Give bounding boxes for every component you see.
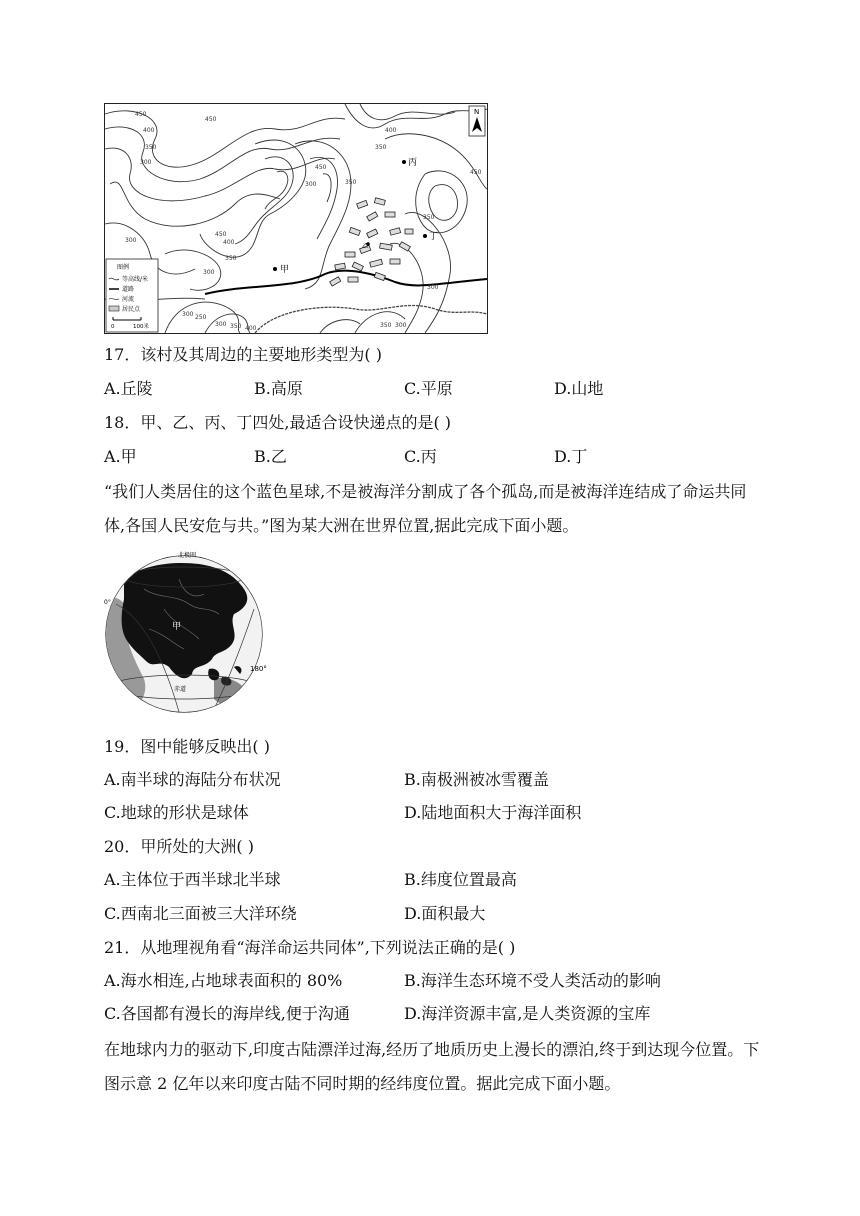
question-17-stem: 17．该村及其周边的主要地形类型为( ) [104, 345, 382, 364]
q20-option-a[interactable]: A.主体位于西半球北半球 [104, 870, 281, 889]
q21-option-d[interactable]: D.海洋资源丰富,是人类资源的宝库 [404, 1004, 651, 1023]
q20-option-c[interactable]: C.西南北三面被三大洋环绕 [104, 904, 297, 923]
globe-svg [104, 549, 267, 719]
contour-label: 300 [305, 181, 317, 188]
contour-label: 350 [375, 144, 387, 151]
legend-item-settlement: 居民点 [122, 306, 141, 313]
globe-label-equator: 赤道 [174, 686, 187, 693]
q20-option-d[interactable]: D.面积最大 [404, 904, 486, 923]
legend-item-river: 河流 [122, 296, 135, 303]
q19-option-d[interactable]: D.陆地面积大于海洋面积 [404, 803, 582, 822]
contour-label: 450 [315, 164, 327, 171]
q21-option-a[interactable]: A.海水相连,占地球表面积的 80% [104, 971, 343, 990]
question-21-stem: 21．从地理视角看“海洋命运共同体”,下列说法正确的是( ) [104, 938, 516, 957]
contour-label: 350 [225, 255, 237, 262]
contour-label: 450 [215, 231, 227, 238]
contour-label: 450 [205, 116, 217, 123]
contour-label: 400 [143, 127, 155, 134]
question-20-stem: 20．甲所处的大洲( ) [104, 837, 254, 856]
legend-settlement-icon [109, 306, 119, 311]
contour-label: 300 [140, 159, 152, 166]
q19-option-c[interactable]: C.地球的形状是球体 [104, 803, 249, 822]
contour-label: 450 [135, 111, 147, 118]
contour-label: 300 [125, 237, 137, 244]
globe-label-180: 180° [250, 665, 267, 673]
q17-option-c[interactable]: C.平原 [404, 379, 453, 398]
contour-label: 350 [380, 322, 392, 329]
q17-option-a[interactable]: A.丘陵 [104, 379, 153, 398]
legend-item-contour: 等高线/米 [122, 276, 149, 283]
q18-option-b[interactable]: B.乙 [254, 447, 287, 466]
place-dot-ding [423, 234, 427, 238]
north-label: N [474, 108, 480, 116]
contour-label: 300 [215, 321, 227, 328]
contour-label: 400 [245, 325, 257, 332]
place-dot-bing [402, 160, 406, 164]
passage-ocean-community: “我们人类居住的这个蓝色星球,不是被海洋分割成了各个孤岛,而是被海洋连结成了命运共同体,各国人民安危与共。”图为某大洲在世界位置,据此完成下面小题。 [104, 482, 747, 535]
passage-india-drift: 在地球内力的驱动下,印度古陆漂洋过海,经历了地质历史上漫长的漂泊,终于到达现今位置。下图示意 2 亿年以来印度古陆不同时期的经纬度位置。据此完成下面小题。 [104, 1040, 760, 1093]
legend-title: 图例 [117, 264, 130, 271]
q17-option-d[interactable]: D.山地 [554, 379, 604, 398]
legend-item-road: 道路 [122, 286, 135, 293]
q21-option-c[interactable]: C.各国都有漫长的海岸线,便于沟通 [104, 1004, 350, 1023]
contour-label: 350 [423, 214, 435, 221]
contour-label: 250 [195, 314, 207, 321]
north-arrow-icon [469, 106, 485, 136]
contour-label: 300 [182, 311, 194, 318]
q20-option-b[interactable]: B.纬度位置最高 [404, 870, 517, 889]
contour-label: 400 [385, 127, 397, 134]
legend-scale-start: 0 [111, 324, 115, 330]
q18-option-a[interactable]: A.甲 [104, 447, 137, 466]
q17-option-b[interactable]: B.高原 [254, 379, 303, 398]
globe-figure [104, 549, 267, 719]
map-legend [106, 259, 158, 332]
globe-label-continent: 甲 [172, 622, 182, 632]
globe-label-arctic: 北极圈 [178, 552, 197, 559]
q21-option-b[interactable]: B.海洋生态环境不受人类活动的影响 [404, 971, 661, 990]
question-18-stem: 18．甲、乙、丙、丁四处,最适合设快递点的是( ) [104, 413, 452, 432]
question-19-stem: 19．图中能够反映出( ) [104, 737, 270, 756]
globe-label-prime-meridian: 0° [104, 599, 111, 606]
contour-label: 350 [230, 323, 242, 330]
q19-option-b[interactable]: B.南极洲被冰雪覆盖 [404, 770, 549, 789]
contour-map [104, 103, 488, 334]
contour-label: 350 [345, 179, 357, 186]
place-label-yi: 乙 [362, 243, 369, 250]
place-label-jia: 甲 [280, 265, 290, 275]
place-dot-jia [273, 267, 277, 271]
contour-label: 300 [395, 322, 407, 329]
contour-label: 300 [427, 284, 439, 291]
contour-label: 450 [470, 169, 482, 176]
contour-label: 300 [203, 269, 215, 276]
contour-label: 400 [223, 239, 235, 246]
contour-map-svg [105, 104, 487, 333]
place-label-ding: 丁 [429, 232, 439, 242]
village-buildings [330, 198, 413, 286]
q19-option-a[interactable]: A.南半球的海陆分布状况 [104, 770, 281, 789]
q18-option-d[interactable]: D.丁 [554, 447, 588, 466]
contour-label: 350 [145, 144, 157, 151]
place-label-bing: 丙 [408, 158, 418, 168]
legend-scale-end: 100米 [133, 324, 149, 330]
q18-option-c[interactable]: C.丙 [404, 447, 437, 466]
place-markers [273, 157, 438, 275]
